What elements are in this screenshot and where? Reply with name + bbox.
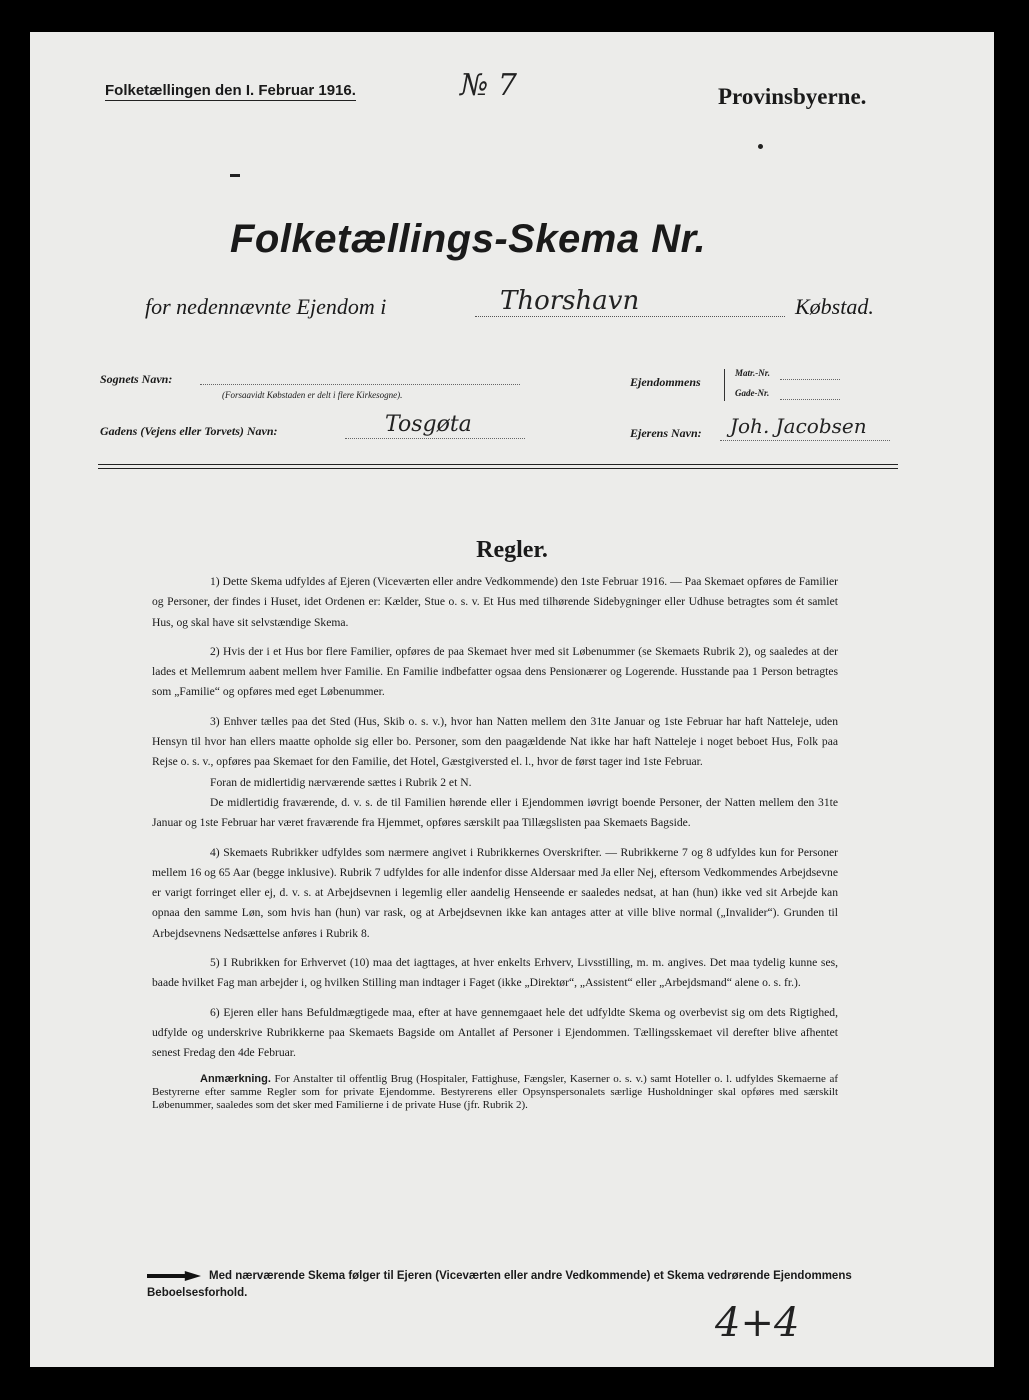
ink-dot — [758, 144, 763, 149]
gade-nr-label: Gade-Nr. — [735, 388, 770, 398]
brace — [724, 369, 726, 401]
section-rule-2 — [98, 468, 898, 469]
section-rule — [98, 464, 898, 465]
rule-6: 6) Ejeren eller hans Befuldmægtigede maa, efter at have gennemgaaet hele det udfyldte Skema og overbevist sig om dets Rigtighed, udfylde og underskrive Rubrikkerne paa Skemaets Bagside om Antallet af Personer i Ejendommen. Tællingsskemaet vil derefter blive afhentet senest Fredag den 4de Februar. — [152, 1005, 838, 1060]
ink-dash — [230, 174, 240, 177]
matr-label: Matr.-Nr. — [735, 368, 771, 378]
census-header: Folketællingen den I. Februar 1916. — [105, 82, 356, 99]
parish-label: Sognets Navn: — [100, 372, 173, 386]
street-label: Gadens (Vejens eller Torvets) Navn: — [100, 424, 278, 438]
owner-label: Ejerens Navn: — [630, 426, 702, 440]
property-label: Ejendommens — [630, 375, 701, 389]
rules-title: Regler. — [476, 537, 548, 563]
street-dotline — [345, 438, 525, 439]
pointing-hand-icon — [147, 1271, 201, 1281]
remark — [152, 1073, 838, 1112]
region-header: Provinsbyerne. — [718, 84, 867, 109]
rules-body — [152, 572, 838, 1121]
form-title: Folketællings-Skema Nr. — [230, 217, 707, 261]
rule-3: 3) Enhver tælles paa det Sted (Hus, Skib o. s. v.), hvor han Natten mellem den 31te Januar og 1ste Februar har haft Natteleje, uden Hensyn til hvor han ellers maatte opholde sig eller bo. Personer, som den paagældende Nat ikke har haft Natteleje i noget beboet Hus, Folk paa Rejse o. s. v., opføres paa Skemaet for den Familie, det Hotel, Gæstgiversted el. l., hvor de først tager ind 1ste Februar. — [152, 714, 838, 769]
rule-1: 1) Dette Skema udfyldes af Ejeren (Viceværten eller andre Vedkommende) den 1ste Februar 1916. — Paa Skemaet opføres de Familier og Personer, der findes i Huset, idet Ordenen er: Kælder, Stue o. s. v. Et Hus med tilhørende Sidebygninger eller Udhuse betragtes som ét samlet Hus, og skal have sit selvstændige Skema. — [152, 575, 838, 629]
property-suffix: Købstad. — [795, 294, 874, 319]
matr-dotline — [780, 379, 840, 380]
parish-dotline — [200, 384, 520, 385]
rule-2: 2) Hvis der i et Hus bor flere Familier, opføres de paa Skemaet hver med sit Løbenummer (se Skemaets Rubrik 2), og saaledes at der lades et Mellemrum aabent mellem hver Familie. En Familie indbefatter ogsaa dens Pensionærer og Logerende. Husstande paa 1 Person betragtes som „Familie“ og opføres med eget Løbenummer. — [152, 644, 838, 699]
owner-dotline — [720, 440, 890, 441]
rule-3-note-n: Foran de midlertidig nærværende sættes i Rubrik 2 et N. — [210, 775, 472, 789]
footer-text: Med nærværende Skema følger til Ejeren (Viceværten eller andre Vedkommende) et Skema vedrørende Ejendommens Beboelsesforhold. — [147, 1270, 852, 1299]
footer-note — [147, 1268, 867, 1302]
remark-text: For Anstalter til offentlig Brug (Hospitaler, Fattighuse, Fængsler, Kaserner o. s. v.) samt Hoteller o. l. udfyldes Skemaerne af Bestyrerne efter samme Regler som for private Ejendomme. Bestyrerens eller Opsynspersonalets særlige Husholdninger skal opføres med særskilt Løbenummer, saaledes som det sker med Familierne i de private Huse (jfr. Rubrik 2). — [152, 1072, 838, 1111]
street-value: Tosgøta — [385, 412, 472, 437]
parish-note: (Forsaavidt Købstaden er delt i flere Kirkesogne). — [222, 390, 403, 400]
gade-nr-dotline — [780, 399, 840, 400]
rule-3-absent: De midlertidig fraværende, d. v. s. de til Familien hørende eller i Ejendommen iøvrigt boende Personer, der Natten mellem den 31te Januar og 1ste Februar har været fraværende fra Hjemmet, opføres særskilt paa Tillægslisten paa Skemaets Bagside. — [152, 795, 838, 830]
census-form-page — [30, 32, 994, 1367]
form-number: № 7 — [460, 68, 518, 103]
owner-value: Joh. Jacobsen — [730, 414, 867, 438]
page-number: 4+4 — [715, 1300, 800, 1346]
property-prefix: for nedennævnte Ejendom i — [145, 294, 387, 319]
rule-4: 4) Skemaets Rubrikker udfyldes som nærmere angivet i Rubrikkernes Overskrifter. — Rubrikkerne 7 og 8 udfyldes kun for Personer mellem 16 og 65 Aar (begge inklusive). Rubrik 7 udfyldes for alle indenfor disse Aldersaar med Ja eller Nej, eftersom Vedkommendes Arbejdsevne er varigt forringet eller ej, d. v. s. at Arbejdsevnen i legemlig eller aandelig Henseende er saaledes nedsat, at han (hun) ikke ved sit Arbejde kan opnaa den samme Løn, som hvis han (hun) var rask, og at Arbejdsevnen ikke kan antages atter at ville blive normal („Invalider“). Grunden til Arbejdsevnens Nedsættelse anføres i Rubrik 8. — [152, 845, 838, 940]
town-dotline — [475, 316, 785, 317]
rule-5: 5) I Rubrikken for Erhvervet (10) maa det iagttages, at hver enkelts Erhverv, Livsstilling, m. m. angives. Det maa tydelig kunne ses, baade hvilket Fag man arbejder i, og hvilken Stilling man indtager i Faget (ikke „Direktør“, „Assistent“ eller „Arbejdsmand“ alene o. s. fr.). — [152, 956, 838, 990]
remark-label: Anmærkning. — [200, 1072, 271, 1085]
town-name: Thorshavn — [500, 286, 640, 316]
